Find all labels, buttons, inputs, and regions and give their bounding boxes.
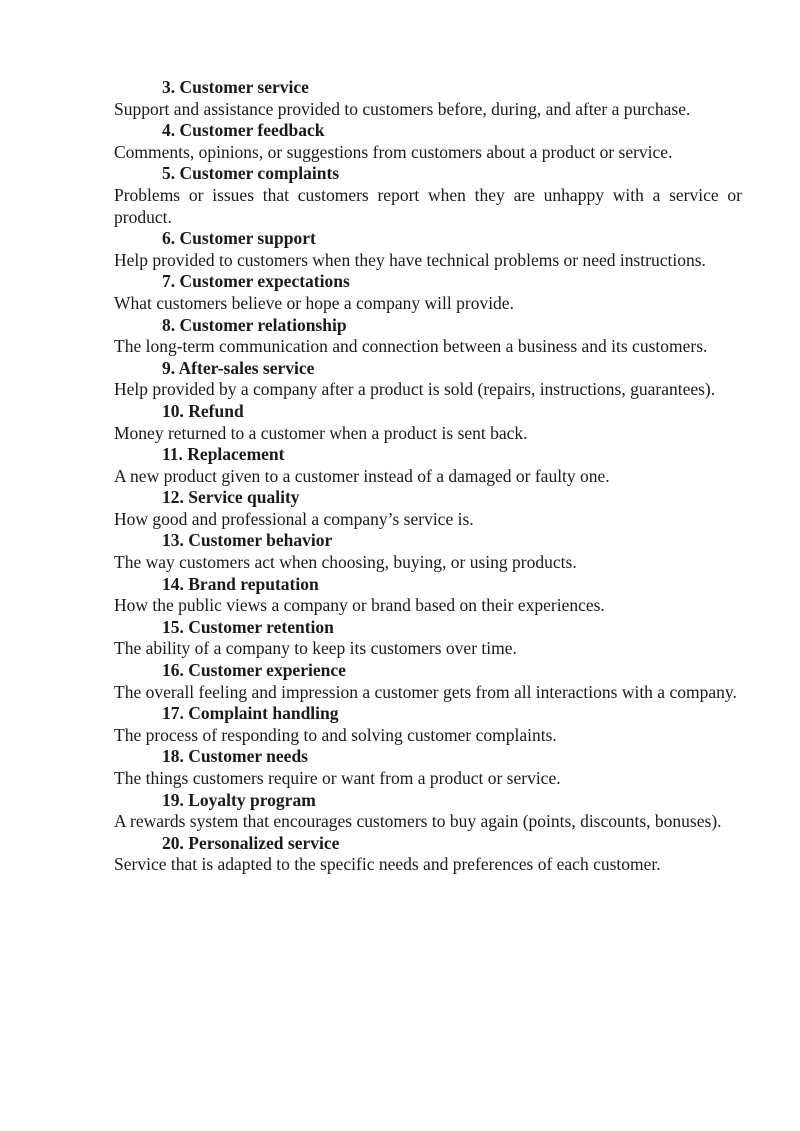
glossary-entry [114, 746, 742, 789]
glossary-entry [114, 271, 742, 314]
glossary-term: 10. Refund [162, 400, 244, 421]
glossary-definition: The things customers require or want from a product or service. [114, 768, 561, 788]
glossary-definition: The long-term communication and connection between a business and its customers. [114, 336, 708, 357]
glossary-term: 16. Customer experience [162, 660, 346, 681]
glossary-definition: How good and professional a company’s service is. [114, 508, 474, 529]
glossary-term: 9. After-sales service [162, 357, 315, 378]
glossary-list [114, 77, 742, 876]
glossary-entry [114, 790, 742, 833]
glossary-term: 12. Service quality [162, 487, 300, 508]
glossary-term: 7. Customer expectations [162, 271, 350, 292]
glossary-term: 20. Personalized service [162, 832, 340, 853]
glossary-entry [114, 444, 742, 487]
glossary-term: 14. Brand reputation [162, 573, 319, 594]
glossary-entry [114, 574, 742, 617]
glossary-entry [114, 833, 742, 876]
glossary-term: 11. Replacement [162, 444, 285, 465]
glossary-entry [114, 163, 742, 228]
glossary-definition: Service that is adapted to the specific needs and preferences of each customer. [114, 854, 661, 875]
glossary-entry [114, 530, 742, 573]
glossary-term: 5. Customer complaints [162, 163, 340, 184]
glossary-term: 6. Customer support [162, 228, 316, 249]
glossary-term: 4. Customer feedback [162, 120, 325, 141]
glossary-definition: The process of responding to and solving customer complaints. [114, 724, 557, 745]
glossary-term: 18. Customer needs [162, 746, 308, 767]
glossary-entry [114, 703, 742, 746]
glossary-entry [114, 228, 742, 271]
glossary-definition: Money returned to a customer when a product is sent back. [114, 422, 528, 443]
glossary-entry [114, 617, 742, 660]
glossary-term: 17. Complaint handling [162, 703, 339, 724]
glossary-entry [114, 358, 742, 401]
glossary-definition: Support and assistance provided to customers before, during, and after a purchase. [114, 98, 691, 119]
glossary-definition: A new product given to a customer instead of a damaged or faulty one. [114, 465, 610, 486]
document-page [114, 77, 742, 876]
glossary-definition: What customers believe or hope a company will provide. [114, 292, 514, 313]
glossary-definition: Help provided to customers when they have technical problems or need instructions. [114, 249, 706, 270]
glossary-definition: The way customers act when choosing, buying, or using products. [114, 552, 577, 573]
glossary-entry [114, 120, 742, 163]
glossary-term: 19. Loyalty program [162, 789, 316, 810]
glossary-definition: Help provided by a company after a product is sold (repairs, instructions, guarantees). [114, 379, 716, 400]
glossary-definition: The overall feeling and impression a customer gets from all interactions with a company. [114, 681, 737, 702]
glossary-definition: Comments, opinions, or suggestions from customers about a product or service. [114, 141, 673, 162]
glossary-entry [114, 401, 742, 444]
glossary-definition: Problems or issues that customers report when they are unhappy with a service or product. [114, 184, 742, 227]
glossary-entry [114, 315, 742, 358]
glossary-term: 13. Customer behavior [162, 530, 333, 551]
glossary-entry [114, 487, 742, 530]
glossary-entry [114, 660, 742, 703]
glossary-definition: The ability of a company to keep its customers over time. [114, 638, 517, 659]
glossary-term: 8. Customer relationship [162, 314, 347, 335]
glossary-definition: A rewards system that encourages customers to buy again (points, discounts, bonuses). [114, 811, 722, 832]
glossary-definition: How the public views a company or brand based on their experiences. [114, 595, 605, 616]
glossary-term: 3. Customer service [162, 77, 309, 97]
glossary-term: 15. Customer retention [162, 616, 334, 637]
glossary-entry [114, 77, 742, 120]
